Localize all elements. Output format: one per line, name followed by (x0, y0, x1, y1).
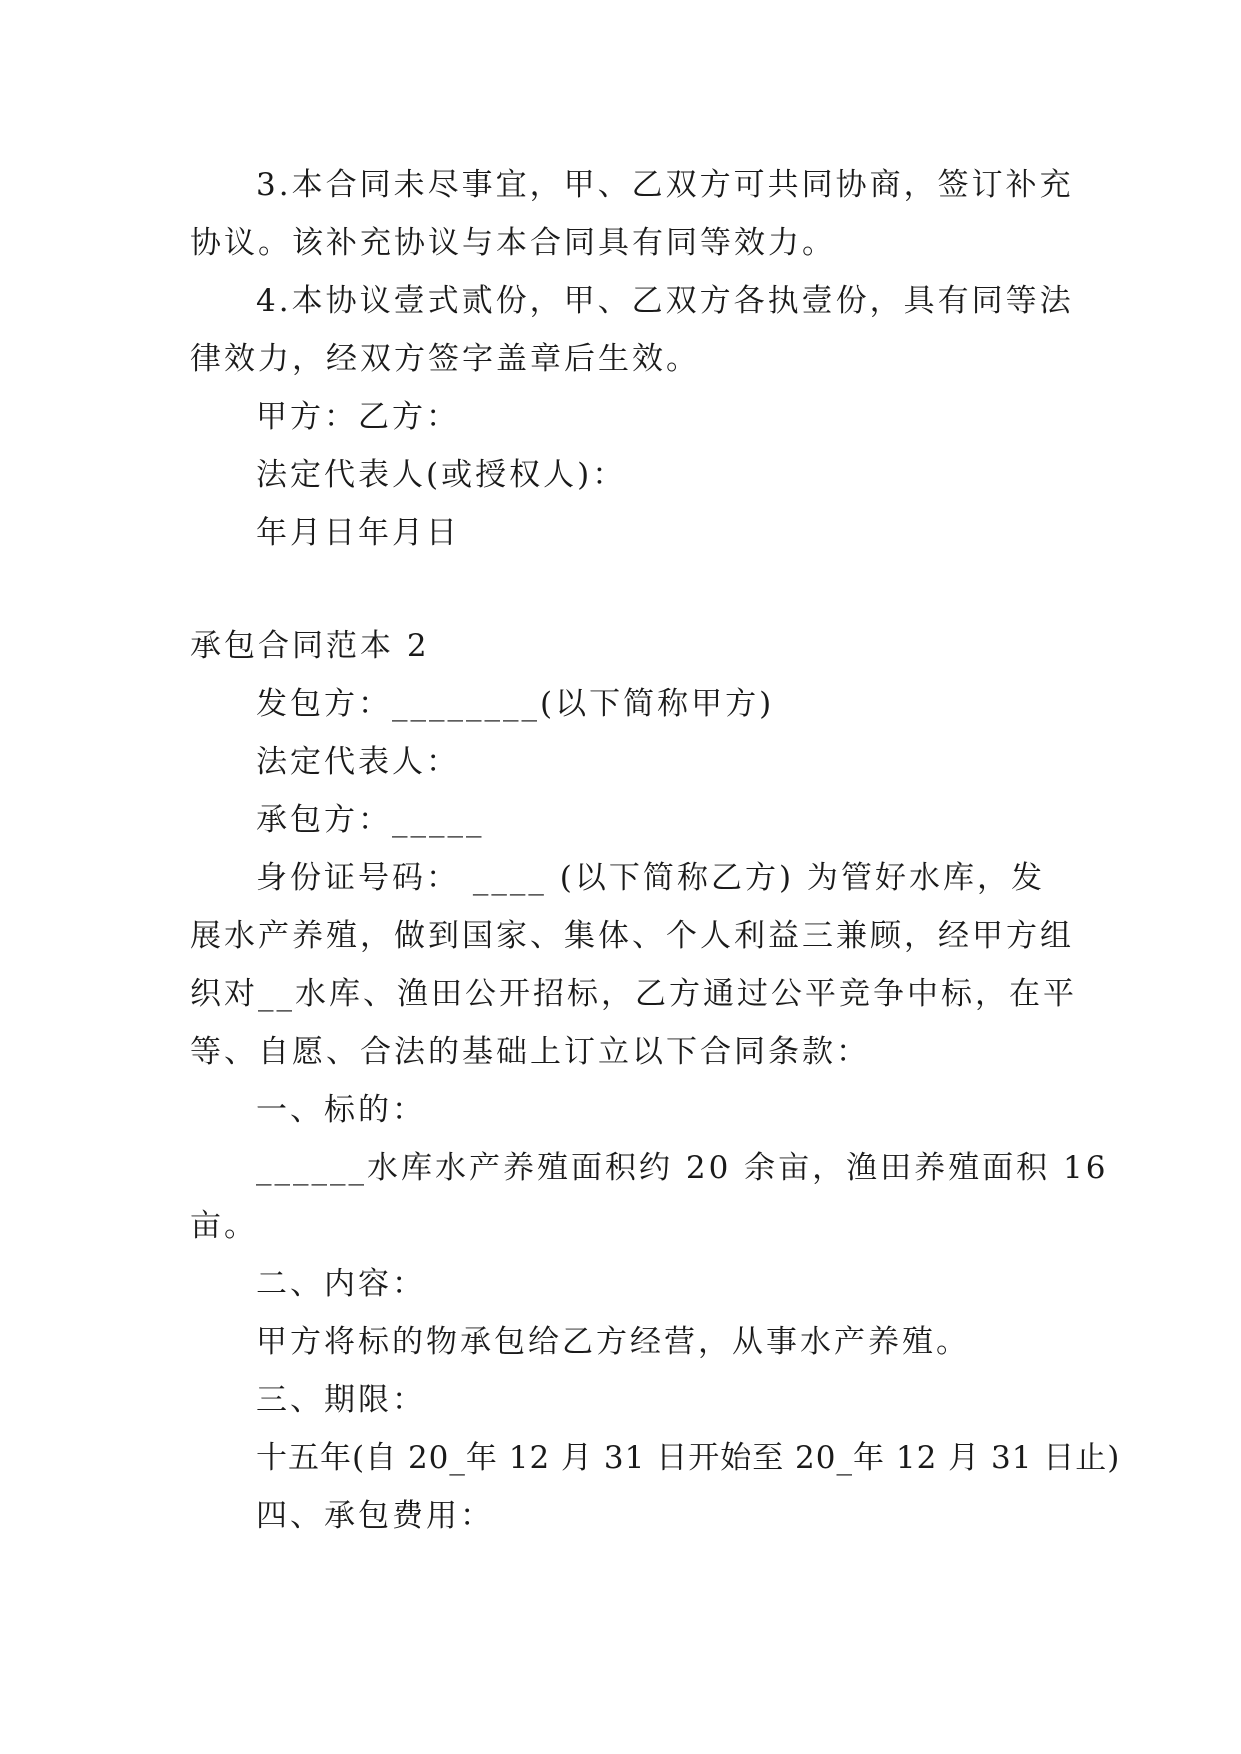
paragraph-line: ______水库水产养殖面积约 20 余亩，渔田养殖面积 16 (256, 1150, 1109, 1186)
paragraph-line: 等、自愿、合法的基础上订立以下合同条款： (190, 1034, 870, 1070)
paragraph-line: 甲方将标的物承包给乙方经营，从事水产养殖。 (256, 1324, 970, 1360)
paragraph-line: 织对__水库、渔田公开招标，乙方通过公平竞争中标，在平 (190, 976, 1077, 1012)
contract-party-line: 发包方：________(以下简称甲方) (256, 686, 775, 722)
section-title: 承包合同范本 2 (190, 628, 430, 664)
legal-representative-line: 法定代表人(或授权人)： (256, 457, 627, 493)
paragraph-line: 4.本协议壹式贰份，甲、乙双方各执壹份，具有同等法 (256, 283, 1074, 319)
clause-heading: 二、内容： (256, 1266, 426, 1302)
paragraph-line: 十五年(自 20_年 12 月 31 日开始至 20_年 12 月 31 日止) (256, 1440, 1121, 1476)
date-line: 年月日年月日 (256, 515, 460, 551)
paragraph-line: 展水产养殖，做到国家、集体、个人利益三兼顾，经甲方组 (190, 918, 1074, 954)
contractor-line: 承包方：_____ (256, 802, 485, 838)
paragraph-line: 3.本合同未尽事宜，甲、乙双方可共同协商，签订补充 (256, 167, 1074, 203)
signature-parties-line: 甲方：乙方： (256, 399, 460, 435)
paragraph-line: 身份证号码： ____ (以下简称乙方) 为管好水库，发 (256, 860, 1045, 896)
clause-heading: 四、承包费用： (256, 1498, 494, 1534)
clause-heading: 三、期限： (256, 1382, 426, 1418)
paragraph-line: 协议。该补充协议与本合同具有同等效力。 (190, 225, 836, 261)
paragraph-line: 亩。 (190, 1208, 258, 1244)
legal-representative-line: 法定代表人： (256, 744, 460, 780)
clause-heading: 一、标的： (256, 1092, 426, 1128)
paragraph-line: 律效力，经双方签字盖章后生效。 (190, 341, 700, 377)
